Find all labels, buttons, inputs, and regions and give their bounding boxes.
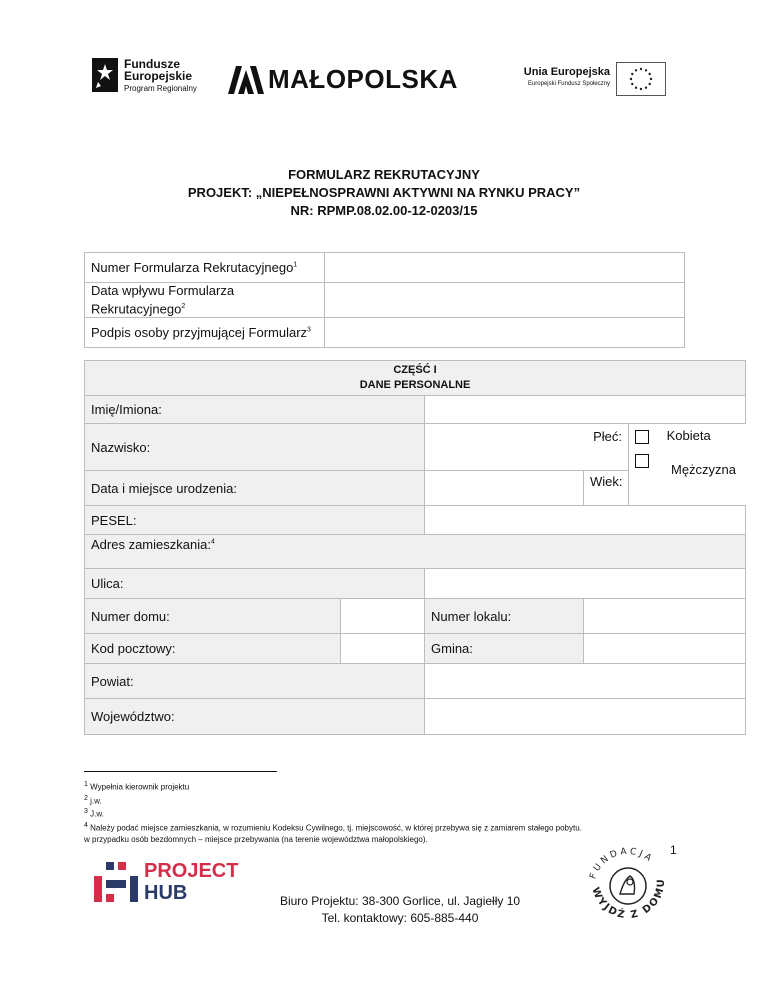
- footnote-3: $^3$ J.w.: [84, 808, 104, 819]
- intake-table: [84, 252, 685, 348]
- footnote-separator: [84, 771, 277, 772]
- voivodeship-field[interactable]: [425, 699, 746, 735]
- street-label: Ulica:: [85, 569, 425, 599]
- male-checkbox[interactable]: [635, 454, 649, 468]
- project-hub-line1: PROJECT: [144, 860, 239, 882]
- birth-label: Data i miejsce urodzenia:: [85, 471, 425, 506]
- personal-data-table: [84, 360, 746, 735]
- footnote-2: $^2$ j.w.: [84, 794, 102, 806]
- eu-flag-icon: [616, 62, 666, 96]
- title-line1: FORMULARZ REKRUTACYJNY: [288, 167, 480, 182]
- malopolska-wordmark: MAŁOPOLSKA: [268, 64, 458, 94]
- street-field[interactable]: [425, 569, 746, 599]
- intake-signature-label: Podpis osoby przyjmującej Formularz$^3$: [85, 318, 325, 348]
- project-hub-mark-icon: [92, 862, 138, 906]
- flat-number-label: Numer lokalu:: [425, 599, 584, 634]
- intake-number-label: Numer Formularza Rekrutacyjnego$^1$: [85, 253, 325, 283]
- form-title: [84, 166, 684, 220]
- pesel-label: PESEL:: [85, 506, 425, 535]
- intake-signature-field[interactable]: [325, 318, 685, 348]
- commune-field[interactable]: [584, 634, 746, 664]
- fe-line3: Program Regionalny: [124, 84, 197, 93]
- pesel-field[interactable]: [425, 506, 746, 535]
- malopolska-logo: [228, 62, 480, 102]
- section-line2: DANE PERSONALNE: [359, 379, 471, 391]
- flat-number-field[interactable]: [584, 599, 746, 634]
- section-header: [85, 361, 746, 396]
- male-label: Mężczyzna: [671, 462, 737, 477]
- fundacja-top-text: FUNDACJA: [588, 846, 656, 881]
- postal-code-label: Kod pocztowy:: [85, 634, 341, 664]
- intake-number-field[interactable]: [325, 253, 685, 283]
- fe-line2: Europejskie: [124, 69, 193, 83]
- svg-text:FUNDACJA: [588, 847, 655, 881]
- female-option[interactable]: [635, 428, 755, 448]
- fundacja-logo: [580, 836, 676, 932]
- male-option[interactable]: [635, 452, 755, 478]
- office-address: Biuro Projektu: 38-300 Gorlice, ul. Jagiełły 10: [279, 894, 521, 908]
- fundusze-europejskie-logo: [92, 56, 212, 96]
- footnote-4-cont: w przypadku osób bezdomnych – miejsce przebywania (na terenie województwa małopolskiego).: [84, 834, 428, 844]
- female-label: Kobieta: [666, 428, 711, 443]
- county-label: Powiat:: [85, 664, 425, 699]
- title-line2: PROJEKT: „NIEPEŁNOSPRAWNI AKTYWNI NA RYNKU PRACY”: [187, 185, 581, 200]
- house-number-label: Numer domu:: [85, 599, 341, 634]
- address-label: Adres zamieszkania:$^4$: [85, 535, 746, 569]
- sex-options: [629, 424, 746, 506]
- footnote-4: $^4$ Należy podać miejsce zamieszkania, w rozumieniu Kodeksu Cywilnego, tj. miejscowość, w której przebywa się z zamiarem stałego pobytu.: [84, 821, 582, 833]
- project-hub-line2: HUB: [144, 882, 188, 904]
- birth-field[interactable]: [425, 471, 584, 506]
- fundacja-seal-icon: [580, 836, 676, 932]
- intake-date-field[interactable]: [325, 283, 685, 318]
- office-phone: Tel. kontaktowy: 605-885-440: [321, 911, 479, 925]
- fe-star-icon: [92, 56, 120, 96]
- fe-line1: Fundusze: [124, 57, 180, 71]
- office-info: [250, 893, 550, 927]
- female-checkbox[interactable]: [635, 430, 649, 444]
- sex-label: Płeć:: [593, 429, 622, 444]
- first-name-label: Imię/Imiona:: [85, 396, 425, 424]
- eu-logo: [498, 62, 668, 96]
- surname-label: Nazwisko:: [85, 424, 425, 471]
- postal-code-field[interactable]: [341, 634, 425, 664]
- project-hub-logo: [92, 860, 262, 910]
- first-name-field[interactable]: [425, 396, 746, 424]
- page-number: 1: [670, 843, 677, 857]
- surname-field[interactable]: [425, 424, 629, 471]
- title-line3: NR: RPMP.08.02.00-12-0203/15: [290, 203, 478, 218]
- age-field[interactable]: [584, 471, 629, 506]
- voivodeship-label: Województwo:: [85, 699, 425, 735]
- house-number-field[interactable]: [341, 599, 425, 634]
- footnotes: [84, 779, 724, 845]
- section-line1: CZĘŚĆ I: [393, 364, 437, 376]
- commune-label: Gmina:: [425, 634, 584, 664]
- footnote-1: $^1$ Wypełnia kierownik projektu: [84, 781, 190, 792]
- intake-date-label: Data wpływu Formularza Rekrutacyjnego$^2$: [85, 283, 325, 318]
- malopolska-mark-icon: [228, 64, 264, 96]
- fundacja-bottom-text: WYJDŹ Z DOMU: [589, 877, 668, 922]
- county-field[interactable]: [425, 664, 746, 699]
- eu-line2: Europejski Fundusz Społeczny: [527, 81, 610, 87]
- age-label: Wiek:: [590, 474, 623, 489]
- eu-line1: Unia Europejska: [523, 66, 610, 78]
